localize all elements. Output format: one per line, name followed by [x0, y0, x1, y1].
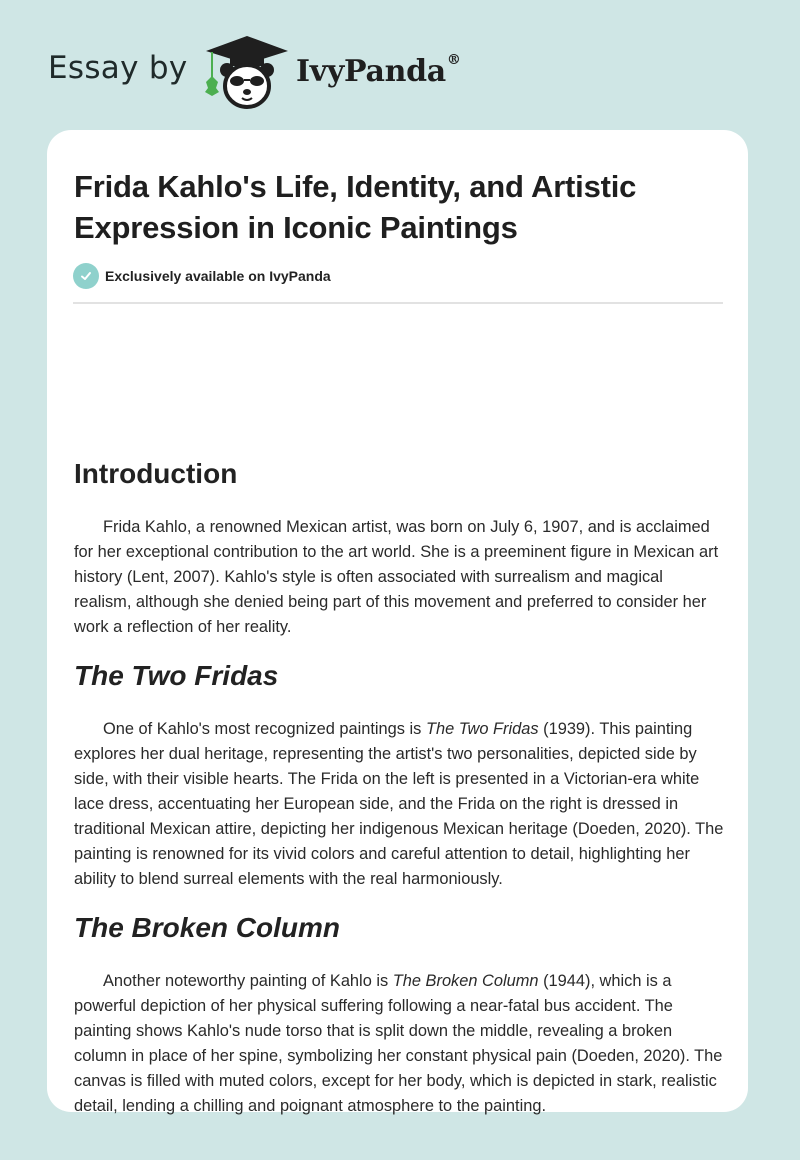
paragraph-text: (1939). This painting explores her dual heritage, representing the artist's two personalities, depicted side by side, with their visible hearts. The Frida on the left is presented in a Victorian-era white lace dress, accentuating her European side, and the Frida on the right is dressed in traditional Mexican attire, depicting her indigenous Mexican heritage (Doeden, 2020). The painting is renowned for its vivid colors and careful attention to detail, highlighting her ability to blend surreal elements with the real harmoniously.: [74, 720, 724, 888]
panda-graduate-icon[interactable]: [202, 34, 292, 110]
site-header: [0, 0, 800, 130]
paragraph-text: (1944), which is a powerful depiction of her physical suffering following a near-fatal bus accident. The painting shows Kahlo's nude torso that is split down the middle, revealing a broken column in place of her spine, symbolizing her constant physical pain (Doeden, 2020). The canvas is filled with muted colors, except for her body, which is depicted in stark, realistic detail, lending a chilling and poignant atmosphere to the painting.: [74, 972, 723, 1115]
painting-title: The Two Fridas: [425, 720, 539, 738]
check-circle-icon: [73, 263, 99, 289]
paragraph-text: One of Kahlo's most recognized paintings is: [103, 720, 426, 738]
paragraph-two-fridas: [74, 717, 724, 892]
ivypanda-brand[interactable]: [296, 54, 461, 89]
paragraph-broken-column: [74, 969, 724, 1119]
title-divider: [73, 302, 723, 304]
paragraph-introduction: [74, 515, 724, 640]
essay-title: Frida Kahlo's Life, Identity, and Artistic Expression in Iconic Paintings: [74, 169, 637, 245]
brand-text: IvyPanda: [296, 54, 446, 89]
registered-mark: ®: [446, 52, 461, 68]
exclusive-badge: [73, 263, 331, 289]
section-heading-two-fridas: The Two Fridas: [74, 660, 279, 691]
section-heading-broken-column: The Broken Column: [74, 912, 341, 943]
painting-title: The Broken Column: [392, 972, 539, 990]
exclusive-badge-text: Exclusively available on IvyPanda: [105, 268, 331, 284]
essay-by-label: Essay by: [48, 50, 188, 86]
section-heading-introduction: Introduction: [74, 458, 238, 489]
paragraph-text: Another noteworthy painting of Kahlo is: [103, 972, 393, 990]
paragraph-text: Frida Kahlo, a renowned Mexican artist, was born on July 6, 1907, and is acclaimed for her exceptional contribution to the art world. She is a preeminent figure in Mexican art history (Lent, 2007). Kahlo's style is often associated with surrealism and magical realism, although she denied being part of this movement and preferred to consider her work a reflection of her reality.: [74, 518, 719, 636]
essay-card: [47, 130, 748, 1115]
